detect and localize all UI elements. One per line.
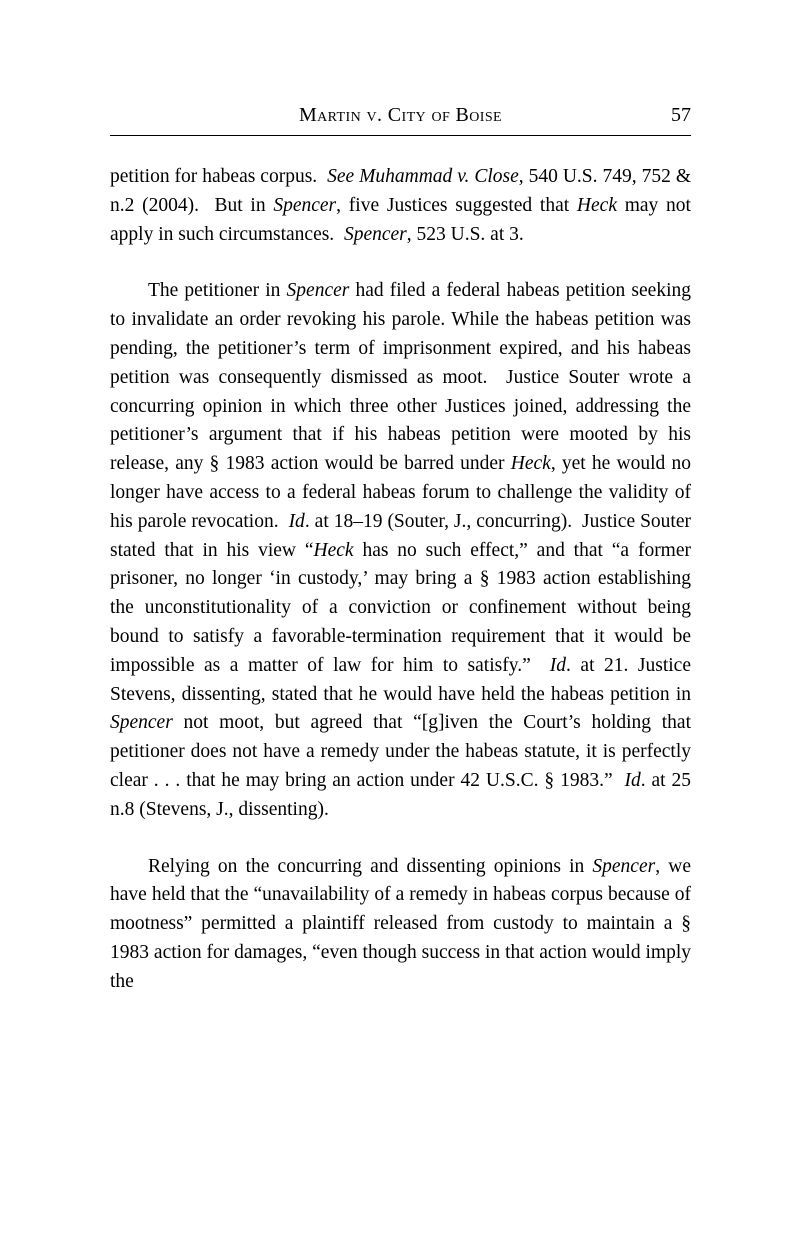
italic-text-run: Id bbox=[549, 654, 567, 676]
text-run: Relying on the concurring and dissenting opinions in bbox=[148, 855, 593, 877]
text-run: , 523 U.S. at 3. bbox=[406, 223, 524, 245]
paragraph bbox=[110, 277, 691, 824]
italic-text-run: See Muhammad v. Close bbox=[327, 166, 519, 187]
document-body bbox=[110, 163, 691, 997]
page-header bbox=[110, 104, 691, 130]
text-run: . at 18–19 (Souter, J., concurring). Justice Souter stated that in his view “ bbox=[110, 510, 691, 561]
text-run: , 540 U.S. 749, 752 & n.2 (2004). But in bbox=[110, 166, 691, 216]
italic-text-run: Spencer bbox=[592, 855, 656, 877]
paragraph bbox=[110, 163, 691, 249]
italic-text-run: Spencer bbox=[110, 712, 173, 734]
text-run: , we have held that the “unavailability of a remedy in habeas corpus because of mootness” permitted a plaintiff released from custody to maintain a § 1983 action for damages, “even though success in that action would imply the bbox=[110, 855, 691, 992]
running-head-case-title: Martin v. City of Boise bbox=[298, 104, 503, 126]
text-run: , yet he would no longer have access to a federal habeas forum to challenge the validity of his parole revocation. bbox=[110, 453, 691, 532]
text-run: The petitioner in bbox=[148, 280, 287, 302]
italic-text-run: Heck bbox=[576, 194, 617, 216]
italic-text-run: Id bbox=[288, 510, 305, 532]
italic-text-run: Spencer bbox=[343, 223, 407, 245]
text-run: . at 25 n.8 (Stevens, J., dissenting). bbox=[110, 769, 691, 820]
text-run: petition for habeas corpus. bbox=[110, 166, 328, 187]
italic-text-run: Id bbox=[624, 769, 641, 791]
paragraph bbox=[110, 853, 691, 997]
text-run: . at 21. Justice Stevens, dissenting, stated that he would have held the habeas petition in bbox=[110, 654, 691, 705]
header-divider bbox=[110, 135, 691, 136]
italic-text-run: Heck bbox=[510, 453, 551, 475]
text-run: , five Justices suggested that bbox=[336, 194, 577, 216]
italic-text-run: Heck bbox=[313, 539, 354, 561]
text-run: had filed a federal habeas petition seeking to invalidate an order revoking his parole. While the habeas petition was pending, the petitioner’s term of imprisonment expired, and his habeas petition was consequently dismissed as moot. Justice Souter wrote a concurring opinion in which three other Justices joined, addressing the petitioner’s argument that if his habeas petition were mooted by his release, any § 1983 action would be barred under bbox=[110, 280, 691, 475]
page-content bbox=[110, 104, 691, 997]
page-number: 57 bbox=[671, 104, 691, 126]
text-run: not moot, but agreed that “[g]iven the Court’s holding that petitioner does not have a remedy under the habeas statute, it is perfectly clear . . . that he may bring an action under 42 U.S.C. § 1983.” bbox=[110, 712, 691, 791]
text-run: has no such effect,” and that “a former prisoner, no longer ‘in custody,’ may bring a § 1983 action establishing the unconstitutionality of a conviction or confinement without being bound to satisfy a favorable-termination requirement that it would be impossible as a matter of law for him to satisfy.” bbox=[110, 539, 691, 676]
text-run: may not apply in such circumstances. bbox=[110, 194, 691, 245]
italic-text-run: Spencer bbox=[273, 194, 337, 216]
italic-text-run: Spencer bbox=[286, 280, 350, 302]
